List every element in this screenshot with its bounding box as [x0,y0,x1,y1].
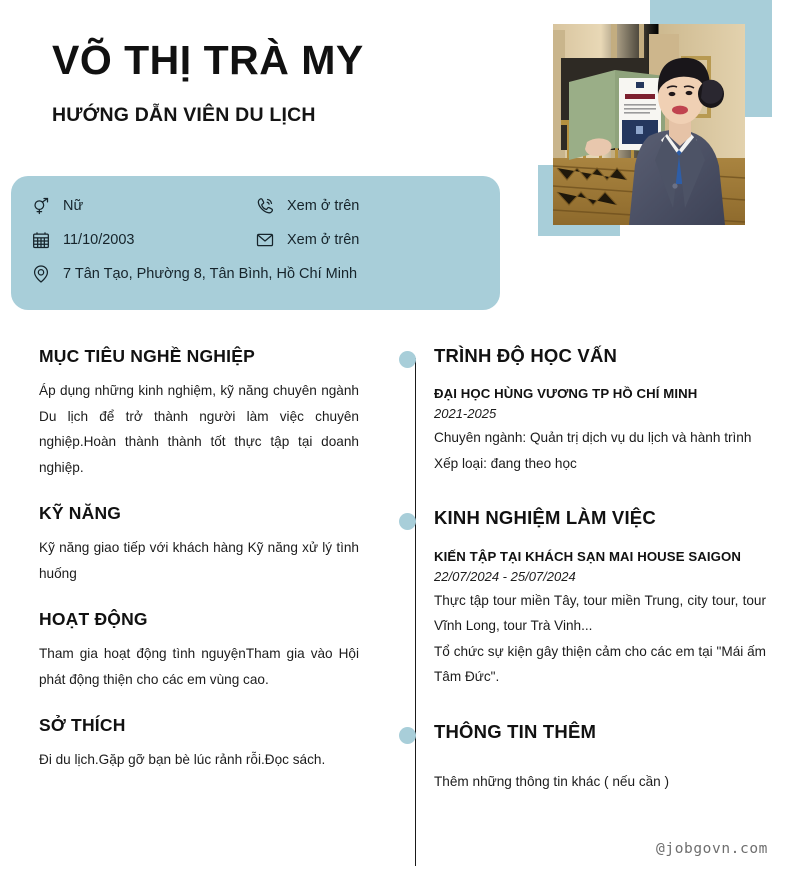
section-heading: KỸ NĂNG [39,503,122,524]
section-heading: TRÌNH ĐỘ HỌC VẤN [434,345,618,366]
more-info-body: Thêm những thông tin khác ( nếu cần ) [434,774,670,790]
page-title: VÕ THỊ TRÀ MY [52,37,364,83]
experience-desc-2: Tổ chức sự kiện gây thiện cảm cho các em tại "Mái ấm Tâm Đức". [434,643,766,685]
address-value: 7 Tân Tạo, Phường 8, Tân Bình, Hồ Chí Minh [63,266,358,282]
education-major: Chuyên ngành: Quản trị dịch vụ du lịch và hành trình [434,430,752,446]
contact-row-address [30,263,357,285]
envelope-icon [254,229,276,251]
section-heading: HOẠT ĐỘNG [39,609,148,630]
education-dates: 2021-2025 [434,406,497,422]
section-heading: THÔNG TIN THÊM [434,720,597,742]
experience-entry [406,546,766,690]
timeline-bullet-icon [399,727,416,744]
right-column [406,346,766,795]
header-block [0,0,520,160]
experience-desc-1: Thực tập tour miền Tây, tour miền Trung, city tour, tour Vĩnh Long, tour Trà Vinh... [434,592,766,634]
section-interests [39,715,359,773]
photo-area [520,0,790,250]
email-value: Xem ở trên [287,232,360,248]
section-career-objective [39,346,359,480]
section-heading: MỤC TIÊU NGHỀ NGHIỆP [39,346,255,366]
dob-value: 11/10/2003 [63,232,135,248]
contact-row-dob [30,229,135,251]
education-org: ĐẠI HỌC HÙNG VƯƠNG TP HỒ CHÍ MINH [434,386,698,402]
left-column [39,346,359,773]
timeline-bullet-icon [399,351,416,368]
section-body: Kỹ năng giao tiếp với khách hàng Kỹ năng xử lý tình huống [39,540,359,581]
more-info-entry [406,769,766,795]
contact-row-email [254,229,359,251]
location-pin-icon [30,263,52,285]
section-education [406,346,766,366]
experience-dates: 22/07/2024 - 25/07/2024 [434,568,576,584]
spacer [406,742,766,769]
watermark: @jobgovn.com [656,841,768,857]
section-skills [39,503,359,586]
section-body: Áp dụng những kinh nghiệm, kỹ năng chuyên ngành Du lịch để trở thành người làm việc chuyên nghiệp.Hoàn thành thành tốt thực tập tại doanh nghiệp. [39,383,359,475]
contact-card [11,176,500,310]
phone-icon [254,195,276,217]
section-experience [406,508,766,528]
section-body: Đi du lịch.Gặp gỡ bạn bè lúc rảnh rỗi.Đọc sách. [39,752,326,768]
spacer [406,476,766,508]
section-more-info [406,722,766,742]
spacer [406,366,766,383]
section-activities [39,609,359,692]
job-title: HƯỚNG DẪN VIÊN DU LỊCH [52,104,316,126]
gender-icon [30,195,52,217]
education-entry [406,383,766,476]
phone-value: Xem ở trên [287,198,360,214]
spacer [406,529,766,546]
contact-row-gender [30,195,83,217]
education-grade: Xếp loại: đang theo học [434,455,577,471]
timeline-bullet-icon [399,513,416,530]
gender-value: Nữ [63,198,84,214]
section-heading: KINH NGHIỆM LÀM VIỆC [434,507,656,529]
experience-org: KIẾN TẬP TẠI KHÁCH SẠN MAI HOUSE SAIGON [434,548,741,564]
spacer [406,690,766,722]
contact-row-phone [254,195,359,217]
calendar-icon [30,229,52,251]
section-body: Tham gia hoạt động tình nguyệnTham gia vào Hội phát động thiện cho các em vùng cao. [39,646,359,687]
section-heading: SỞ THÍCH [39,715,126,736]
profile-photo [553,24,745,225]
